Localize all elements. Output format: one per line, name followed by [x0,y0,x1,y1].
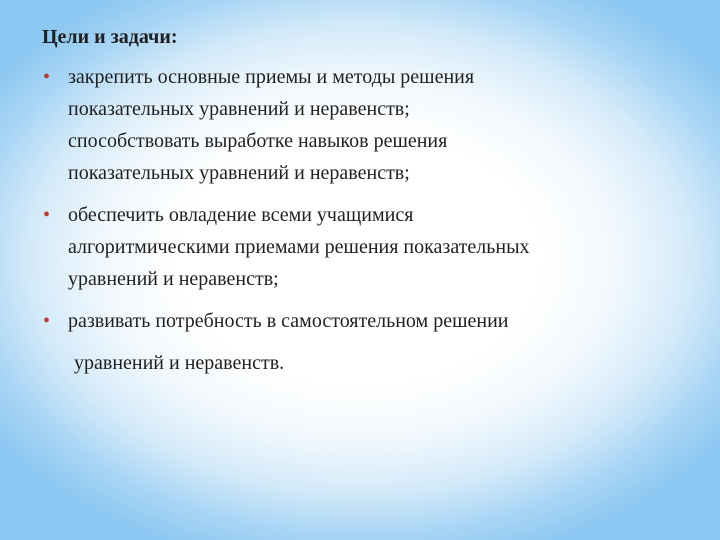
bullet-text-line: обеспечить овладение всеми учащимися [68,204,414,226]
bullet-text-line: алгоритмическими приемами решения показательных [68,236,530,258]
bullet-icon: • [43,66,51,88]
bullet-text-line: уравнений и неравенств; [68,268,279,290]
bullet-text-line: способствовать выработке навыков решения [68,130,448,152]
bullet-text-line: показательных уравнений и неравенств; [68,98,410,120]
bullet-item [42,305,682,379]
bullet-text-line: развивать потребность в самостоятельном решении [68,310,509,332]
bullet-item [42,199,682,295]
bullet-item [42,61,682,189]
bullet-icon: • [43,310,51,332]
bullet-list [42,61,682,389]
bullet-icon: • [43,204,51,226]
bullet-text-line: закрепить основные приемы и методы решения [68,66,475,88]
bullet-text-line: показательных уравнений и неравенств; [68,162,410,184]
slide-title: Цели и задачи: [42,26,178,48]
bullet-text-line: уравнений и неравенств. [74,352,285,374]
